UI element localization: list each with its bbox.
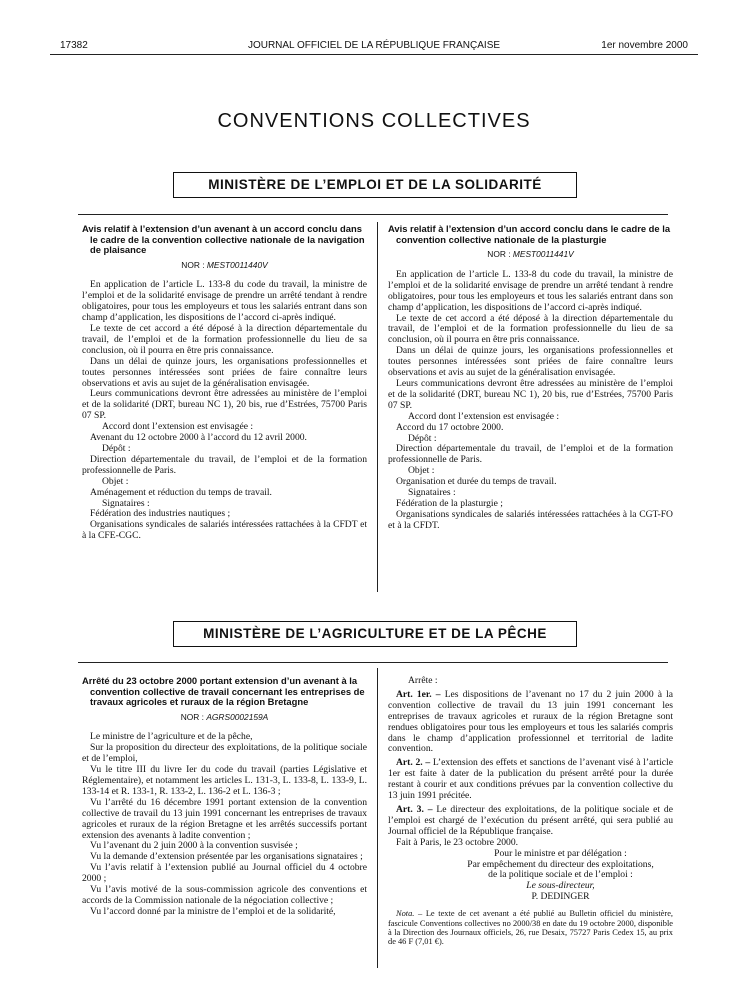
column-divider: [377, 222, 378, 592]
article-2: Art. 2. – L’extension des effets et sanctions de l’avenant visé à l’article 1er est faite à dater de la publication du présent arrêté pour la durée restant à courir et aux conditions prévues par la convention collective du 13 juin 1991 précitée.: [388, 757, 673, 802]
subheading: Objet :: [408, 465, 435, 477]
signature-title: Le sous-directeur,: [526, 880, 595, 892]
journal-name: JOURNAL OFFICIEL DE LA RÉPUBLIQUE FRANÇAISE: [247, 40, 501, 51]
page-header: [50, 40, 698, 55]
paragraph: Vu l’avis relatif à l’extension publié au Journal officiel du 4 octobre 2000 ;: [82, 862, 367, 885]
signature-line: Par empêchement du directeur des exploitations,: [467, 858, 654, 870]
section-divider: [78, 662, 668, 663]
paragraph: Organisation et durée du temps de travail.: [396, 476, 557, 488]
signature-line: de la politique sociale et de l’emploi :: [488, 869, 633, 881]
arrete-travaux-agricoles: [82, 676, 367, 918]
paragraph: Dans un délai de quinze jours, les organisations professionnelles et toutes personnes intéressées sont priées de faire connaître leurs observations et avis au sujet de la généralisation envisagée.: [82, 355, 367, 389]
notice-title: Avis relatif à l’extension d’un accord conclu dans le cadre de la convention collective nationale de la plasturgie: [388, 223, 671, 245]
nor-reference: NOR : MEST0011440V: [181, 259, 268, 270]
paragraph: Direction départementale du travail, de l’emploi et de la formation professionnelle de Paris.: [82, 453, 367, 476]
subheading: Signataires :: [102, 497, 150, 509]
issue-date: 1er novembre 2000: [601, 40, 688, 51]
avis-plasturgie: [388, 224, 673, 532]
paragraph: Aménagement et réduction du temps de travail.: [90, 486, 272, 498]
paragraph: En application de l’article L. 133-8 du code du travail, la ministre de l’emploi et de la solidarité envisage de prendre un arrêté tendant à rendre obligatoires, pour tous les employeurs et tous les salariés entrant dans son champ d’application, les dispositions de l’accord ci-après indiqué.: [82, 279, 367, 324]
main-title: CONVENTIONS COLLECTIVES: [217, 110, 531, 132]
notice-title: Avis relatif à l’extension d’un avenant à un accord conclu dans le cadre de la convention collective nationale de la navigation de plaisance: [82, 223, 365, 255]
paragraph: Fédération de la plasturgie ;: [396, 497, 503, 509]
paragraph: En application de l’article L. 133-8 du code du travail, la ministre de l’emploi et de la solidarité envisage de prendre un arrêté tendant à rendre obligatoires, pour tous les employeurs et tous les salariés entrant dans son champ d’application, les dispositions de l’accord ci-après indiqué.: [388, 268, 673, 313]
paragraph: Vu l’avis motivé de la sous-commission agricole des conventions et accords de la Commission nationale de la négociation collective ;: [82, 884, 367, 906]
paragraph: Vu la demande d’extension présentée par les organisations signataires ;: [90, 851, 363, 863]
paragraph: Fédération des industries nautiques ;: [90, 508, 231, 520]
subheading: Objet :: [102, 475, 129, 487]
paragraph: Sur la proposition du directeur des exploitations, de la politique sociale et de l’emploi,: [82, 742, 367, 765]
signatory-name: P. DEDINGER: [531, 891, 590, 903]
paragraph: Leurs communications devront être adressées au ministère de l’emploi et de la solidarité (DRT, bureau NC 1), 20 bis, rue d’Estrées, 75700 Paris 07 SP.: [82, 388, 367, 422]
signature-line: Pour le ministre et par délégation :: [494, 847, 627, 859]
paragraph: Le texte de cet accord a été déposé à la direction départementale du travail, de l’emploi et de la formation professionnelle du lieu de sa conclusion, où il pourra en être pris connaissance.: [388, 312, 673, 346]
paragraph: Avenant du 12 octobre 2000 à l’accord du 12 avril 2000.: [90, 432, 307, 444]
column-divider: [377, 668, 378, 968]
avis-navigation-plaisance: [82, 224, 367, 542]
section-divider: [78, 214, 668, 215]
arrete-articles: [388, 676, 673, 947]
paragraph: Dans un délai de quinze jours, les organisations professionnelles et toutes personnes intéressées sont priées de faire connaître leurs observations et avis au sujet de la généralisation envisagée.: [388, 345, 673, 379]
article-1: Art. 1er. – Les dispositions de l’avenant no 17 du 2 juin 2000 à la convention collective de travail du 13 juin 1991 concernant les entreprises de travaux agricoles et ruraux de la région Bretagne sont rendues obligatoires pour tous les employeurs et tous les salariés compris dans le champ d’application professionnel et territorial de ladite convention.: [388, 688, 673, 755]
footnote: Nota. – Le texte de cet avenant a été publié au Bulletin officiel du ministère, fascicule Conventions collectives no 2000/38 en date du 19 octobre 2000, disponible à la Direction des Journaux officiels, 26, rue Desaix, 75727 Paris Cedex 15, au prix de 46 F (7,01 €).: [388, 909, 673, 947]
signature-date: Fait à Paris, le 23 octobre 2000.: [396, 836, 519, 848]
paragraph: Organisations syndicales de salariés intéressées rattachées à la CFDT et à la CFE-CGC.: [82, 519, 367, 542]
paragraph: Vu l’avenant du 2 juin 2000 à la convention susvisée ;: [90, 840, 298, 852]
paragraph: Vu l’arrêté du 16 décembre 1991 portant extension de la convention collective de travail du 13 juin 1991 concernant les entreprises de travaux agricoles et ruraux de la région Bretagne et les arrêtés successifs portant extension des avenants à ladite convention ;: [82, 796, 367, 841]
nor-reference: NOR : AGRS0002159A: [180, 711, 269, 722]
arrete-heading: Arrête :: [408, 675, 438, 686]
section-title-agriculture: MINISTÈRE DE L’AGRICULTURE ET DE LA PÊCHE: [173, 621, 577, 647]
paragraph: Le ministre de l’agriculture et de la pêche,: [90, 731, 253, 743]
page-number: 17382: [60, 40, 88, 51]
subheading: Accord dont l’extension est envisagée :: [102, 421, 254, 433]
decree-title: Arrêté du 23 octobre 2000 portant extension d’un avenant à la convention collective de travail concernant les entreprises de travaux agricoles et ruraux de la région Bretagne: [82, 675, 365, 707]
subheading: Signataires :: [408, 487, 456, 499]
paragraph: Organisations syndicales de salariés intéressées rattachées à la CGT-FO et à la CFDT.: [388, 508, 673, 531]
subheading: Dépôt :: [102, 443, 131, 454]
subheading: Accord dont l’extension est envisagée :: [408, 410, 560, 422]
section-title-emploi: MINISTÈRE DE L’EMPLOI ET DE LA SOLIDARITÉ: [173, 172, 577, 198]
paragraph: Direction départementale du travail, de l’emploi et de la formation professionnelle de Paris.: [388, 443, 673, 466]
subheading: Dépôt :: [408, 432, 437, 444]
paragraph: Vu l’accord donné par la ministre de l’emploi et de la solidarité,: [90, 905, 336, 917]
paragraph: Leurs communications devront être adressées au ministère de l’emploi et de la solidarité (DRT, bureau NC 1), 20 bis, rue d’Estrées, 75700 Paris 07 SP.: [388, 377, 673, 411]
paragraph: Vu le titre III du livre Ier du code du travail (parties Législative et Réglementaire), et notamment les articles L. 131-3, L. 133-8, L. 133-9, L. 133-14 et R. 133-1, R. 133-2, L. 136-2 et L. 136-3 ;: [82, 764, 367, 797]
paragraph: Le texte de cet accord a été déposé à la direction départementale du travail, de l’emploi et de la formation professionnelle du lieu de sa conclusion, où il pourra en être pris connaissance.: [82, 323, 367, 356]
nor-reference: NOR : MEST0011441V: [487, 249, 574, 259]
paragraph: Accord du 17 octobre 2000.: [396, 421, 504, 433]
article-3: Art. 3. – Le directeur des exploitations, de la politique sociale et de l’emploi est chargé de l’exécution du présent arrêté, qui sera publié au Journal officiel de la République française.: [388, 803, 673, 837]
